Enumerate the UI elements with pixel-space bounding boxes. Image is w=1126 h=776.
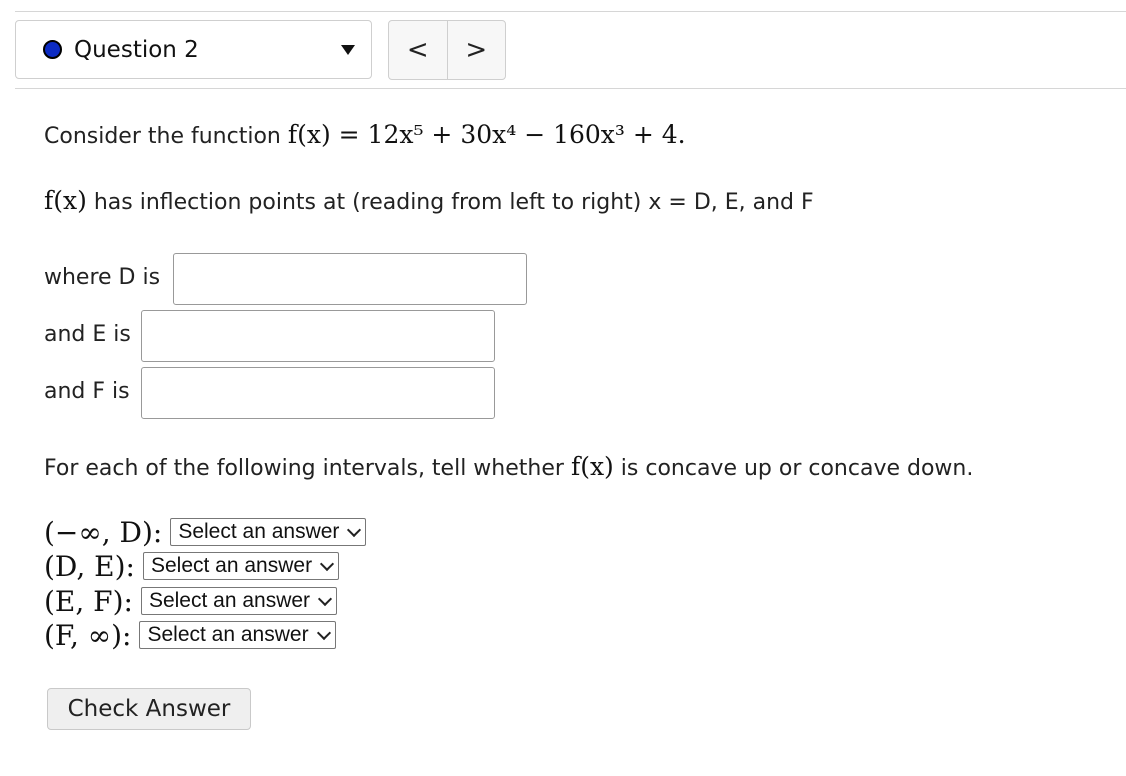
answer-d-input[interactable] [173, 253, 527, 305]
chevron-down-icon [347, 522, 361, 536]
interval-label: (−∞, D): [44, 515, 163, 549]
concavity-select[interactable] [141, 587, 337, 615]
top-divider [15, 11, 1126, 12]
select-value: Select an answer [150, 554, 313, 577]
select-value: Select an answer [178, 520, 340, 543]
input-label-f: and F is [44, 379, 130, 404]
input-label-d: where D is [44, 265, 161, 290]
interval-row [44, 549, 339, 583]
inflection-statement [44, 186, 814, 215]
concavity-select[interactable] [143, 552, 339, 580]
concavity-select[interactable] [170, 518, 366, 546]
interval-row [44, 515, 366, 549]
select-value: Select an answer [148, 589, 311, 612]
concavity-prompt [44, 452, 973, 481]
question-status-dot-icon [43, 40, 62, 59]
interval-label: (D, E): [44, 549, 135, 583]
chevron-down-icon [320, 556, 334, 570]
prompt-fx: f(x) [570, 452, 614, 481]
intro-text: Consider the function [44, 124, 288, 149]
prompt-prefix: For each of the following intervals, tell whether [44, 456, 571, 481]
select-value: Select an answer [147, 623, 309, 646]
header-divider [15, 88, 1126, 89]
concavity-select[interactable] [139, 621, 335, 649]
next-question-button[interactable]: > [465, 35, 488, 65]
interval-label: (F, ∞): [44, 618, 132, 652]
interval-row [44, 618, 336, 652]
caret-down-icon [341, 45, 355, 55]
question-selector[interactable] [15, 20, 372, 79]
question-nav [388, 20, 506, 80]
input-label-e: and E is [44, 322, 131, 347]
interval-label: (E, F): [44, 584, 133, 618]
question-label: Question 2 [74, 37, 199, 63]
check-answer-button[interactable]: Check Answer [47, 688, 251, 730]
chevron-down-icon [317, 625, 331, 639]
interval-row [44, 584, 337, 618]
answer-f-input[interactable] [141, 367, 495, 419]
inflection-text: has inflection points at (reading from left to right) x = D, E, and F [86, 190, 814, 215]
function-expression: f(x) = 12x⁵ + 30x⁴ − 160x³ + 4. [287, 120, 686, 149]
problem-statement [44, 120, 686, 149]
previous-question-button[interactable]: < [389, 21, 448, 79]
answer-e-input[interactable] [141, 310, 495, 362]
chevron-down-icon [318, 591, 332, 605]
prompt-suffix: is concave up or concave down. [613, 456, 974, 481]
inflection-fx: f(x) [44, 186, 87, 215]
